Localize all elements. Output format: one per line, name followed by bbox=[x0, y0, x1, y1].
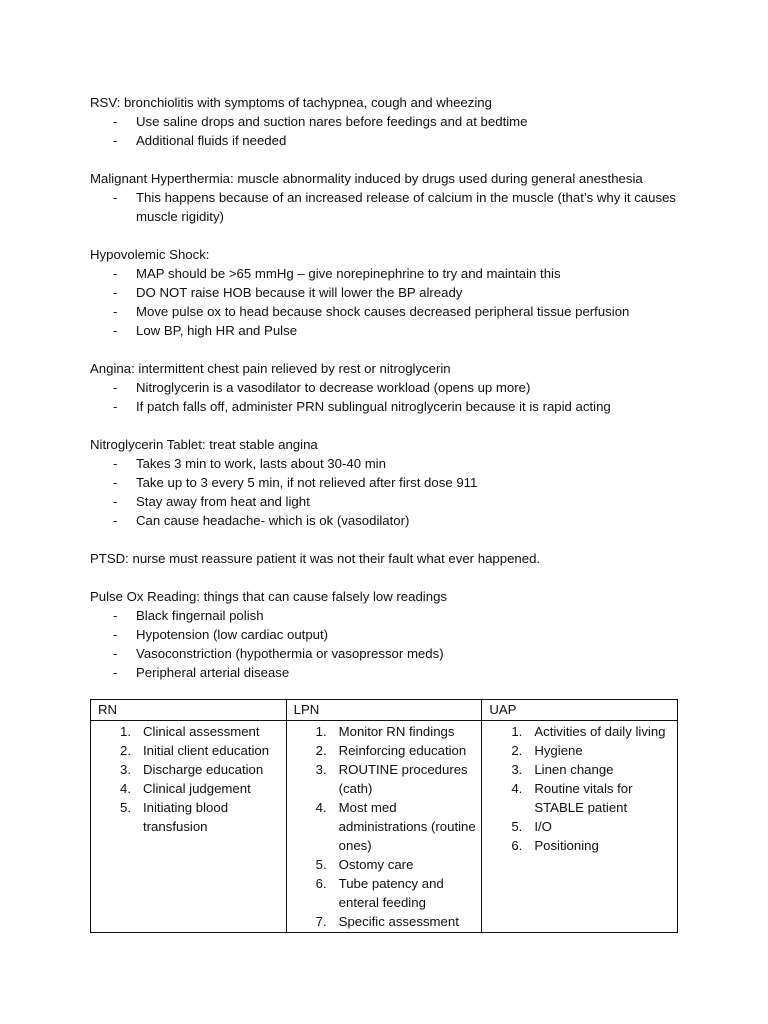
bullet-text: Move pulse ox to head because shock causes decreased peripheral tissue perfusion bbox=[136, 304, 630, 319]
section-heading: Hypovolemic Shock: bbox=[90, 247, 210, 262]
dash-bullet-icon: - bbox=[113, 456, 118, 471]
item-number: 3. bbox=[315, 762, 327, 777]
item-number: 2. bbox=[511, 743, 523, 758]
duty-text: Specific assessment bbox=[338, 914, 459, 929]
bullet-item bbox=[90, 511, 690, 530]
duty-text: Reinforcing education bbox=[338, 743, 467, 758]
bullet-item bbox=[90, 625, 690, 644]
item-number: 2. bbox=[120, 743, 131, 758]
bullet-item bbox=[90, 321, 690, 340]
bullet-text: Additional fluids if needed bbox=[136, 133, 287, 148]
role-duty-item bbox=[482, 817, 673, 836]
section-heading: Angina: intermittent chest pain relieved by rest or nitroglycerin bbox=[90, 361, 451, 376]
note-section bbox=[90, 359, 690, 416]
item-number: 1. bbox=[511, 724, 523, 739]
role-duty-item bbox=[91, 779, 282, 798]
dash-bullet-icon: - bbox=[113, 304, 118, 319]
role-duty-item bbox=[287, 741, 478, 760]
bullet-item bbox=[90, 283, 690, 302]
bullet-item bbox=[90, 112, 690, 131]
rn-duties-list bbox=[91, 722, 282, 836]
bullet-list bbox=[90, 112, 690, 150]
dash-bullet-icon: - bbox=[113, 399, 118, 414]
role-duty-item bbox=[287, 760, 478, 798]
column-header-rn: RN bbox=[91, 700, 287, 721]
bullet-text: Black fingernail polish bbox=[136, 608, 264, 623]
bullet-text: DO NOT raise HOB because it will lower the BP already bbox=[136, 285, 463, 300]
note-section bbox=[90, 587, 690, 682]
bullet-list bbox=[90, 264, 690, 340]
role-duty-item bbox=[91, 722, 282, 741]
bullet-item bbox=[90, 264, 690, 283]
uap-duties-cell bbox=[482, 721, 678, 933]
role-duty-item bbox=[91, 798, 282, 836]
bullet-text: Takes 3 min to work, lasts about 30-40 min bbox=[136, 456, 386, 471]
lpn-duties-cell bbox=[286, 721, 482, 933]
duty-text: Clinical assessment bbox=[143, 724, 260, 739]
bullet-text: Low BP, high HR and Pulse bbox=[136, 323, 298, 338]
note-section bbox=[90, 435, 690, 530]
bullet-item bbox=[90, 188, 690, 226]
role-duty-item bbox=[482, 779, 673, 817]
item-number: 3. bbox=[511, 762, 523, 777]
duty-text: Routine vitals for STABLE patient bbox=[534, 781, 633, 815]
section-heading: RSV: bronchiolitis with symptoms of tachypnea, cough and wheezing bbox=[90, 95, 492, 110]
role-duty-item bbox=[482, 836, 673, 855]
role-duty-item bbox=[287, 912, 478, 931]
duty-text: ROUTINE procedures (cath) bbox=[338, 762, 468, 796]
item-number: 5. bbox=[120, 800, 131, 815]
bullet-item bbox=[90, 473, 690, 492]
section-heading: PTSD: nurse must reassure patient it was not their fault what ever happened. bbox=[90, 551, 541, 566]
bullet-item bbox=[90, 131, 690, 150]
role-duty-item bbox=[287, 874, 478, 912]
role-duty-item bbox=[482, 722, 673, 741]
column-header-uap: UAP bbox=[482, 700, 678, 721]
table-body-row bbox=[91, 721, 678, 933]
dash-bullet-icon: - bbox=[113, 627, 118, 642]
bullet-text: This happens because of an increased release of calcium in the muscle (that’s why it causes muscle rigidity) bbox=[136, 190, 676, 224]
bullet-text: Hypotension (low cardiac output) bbox=[136, 627, 329, 642]
item-number: 4. bbox=[511, 781, 523, 796]
item-number: 1. bbox=[120, 724, 131, 739]
bullet-list bbox=[90, 188, 690, 226]
bullet-text: Stay away from heat and light bbox=[136, 494, 310, 509]
dash-bullet-icon: - bbox=[113, 475, 118, 490]
notes-body bbox=[90, 93, 690, 701]
duty-text: Positioning bbox=[534, 838, 599, 853]
bullet-item bbox=[90, 663, 690, 682]
duty-text: Clinical judgement bbox=[143, 781, 251, 796]
table-header-row bbox=[91, 700, 678, 721]
item-number: 7. bbox=[315, 914, 327, 929]
note-section bbox=[90, 245, 690, 340]
duty-text: Initiating blood transfusion bbox=[143, 800, 229, 834]
duty-text: Ostomy care bbox=[338, 857, 414, 872]
dash-bullet-icon: - bbox=[113, 608, 118, 623]
bullet-item bbox=[90, 397, 690, 416]
dash-bullet-icon: - bbox=[113, 114, 118, 129]
rn-duties-cell bbox=[91, 721, 287, 933]
item-number: 3. bbox=[120, 762, 131, 777]
bullet-item bbox=[90, 644, 690, 663]
uap-duties-list bbox=[482, 722, 673, 855]
note-section bbox=[90, 169, 690, 226]
item-number: 1. bbox=[315, 724, 327, 739]
bullet-text: Peripheral arterial disease bbox=[136, 665, 290, 680]
duty-text: Monitor RN findings bbox=[338, 724, 455, 739]
dash-bullet-icon: - bbox=[113, 513, 118, 528]
role-duty-item bbox=[91, 760, 282, 779]
column-header-lpn: LPN bbox=[286, 700, 482, 721]
item-number: 2. bbox=[315, 743, 327, 758]
item-number: 5. bbox=[511, 819, 523, 834]
role-duty-item bbox=[287, 798, 478, 855]
section-heading: Pulse Ox Reading: things that can cause falsely low readings bbox=[90, 589, 447, 604]
dash-bullet-icon: - bbox=[113, 494, 118, 509]
role-duty-item bbox=[287, 722, 478, 741]
bullet-item bbox=[90, 606, 690, 625]
role-duty-item bbox=[91, 741, 282, 760]
duty-text: Hygiene bbox=[534, 743, 583, 758]
section-heading: Nitroglycerin Tablet: treat stable angina bbox=[90, 437, 318, 452]
dash-bullet-icon: - bbox=[113, 665, 118, 680]
item-number: 4. bbox=[315, 800, 327, 815]
dash-bullet-icon: - bbox=[113, 133, 118, 148]
bullet-text: Vasoconstriction (hypothermia or vasopressor meds) bbox=[136, 646, 444, 661]
bullet-item bbox=[90, 492, 690, 511]
duty-text: Discharge education bbox=[143, 762, 264, 777]
duty-text: Activities of daily living bbox=[534, 724, 666, 739]
bullet-item bbox=[90, 378, 690, 397]
dash-bullet-icon: - bbox=[113, 380, 118, 395]
bullet-text: Take up to 3 every 5 min, if not relieved after first dose 911 bbox=[136, 475, 478, 490]
duty-text: Tube patency and enteral feeding bbox=[338, 876, 444, 910]
item-number: 4. bbox=[120, 781, 131, 796]
bullet-list bbox=[90, 606, 690, 682]
note-section bbox=[90, 93, 690, 150]
lpn-duties-list bbox=[287, 722, 478, 931]
duty-text: I/O bbox=[534, 819, 552, 834]
bullet-list bbox=[90, 454, 690, 530]
role-delegation-table bbox=[90, 699, 678, 933]
dash-bullet-icon: - bbox=[113, 266, 118, 281]
duty-text: Initial client education bbox=[143, 743, 270, 758]
item-number: 6. bbox=[315, 876, 327, 891]
bullet-text: Use saline drops and suction nares before feedings and at bedtime bbox=[136, 114, 528, 129]
bullet-item bbox=[90, 454, 690, 473]
duty-text: Linen change bbox=[534, 762, 614, 777]
bullet-text: If patch falls off, administer PRN sublingual nitroglycerin because it is rapid acting bbox=[136, 399, 611, 414]
duty-text: Most med administrations (routine ones) bbox=[338, 800, 476, 853]
bullet-text: Can cause headache- which is ok (vasodilator) bbox=[136, 513, 410, 528]
section-heading: Malignant Hyperthermia: muscle abnormality induced by drugs used during general anesthesia bbox=[90, 171, 643, 186]
role-duty-item bbox=[287, 855, 478, 874]
bullet-list bbox=[90, 378, 690, 416]
role-duty-item bbox=[482, 741, 673, 760]
dash-bullet-icon: - bbox=[113, 190, 118, 205]
note-section bbox=[90, 549, 690, 568]
dash-bullet-icon: - bbox=[113, 323, 118, 338]
role-duty-item bbox=[482, 760, 673, 779]
bullet-text: Nitroglycerin is a vasodilator to decrease workload (opens up more) bbox=[136, 380, 531, 395]
bullet-text: MAP should be >65 mmHg – give norepinephrine to try and maintain this bbox=[136, 266, 561, 281]
dash-bullet-icon: - bbox=[113, 646, 118, 661]
bullet-item bbox=[90, 302, 690, 321]
item-number: 5. bbox=[315, 857, 327, 872]
item-number: 6. bbox=[511, 838, 523, 853]
dash-bullet-icon: - bbox=[113, 285, 118, 300]
